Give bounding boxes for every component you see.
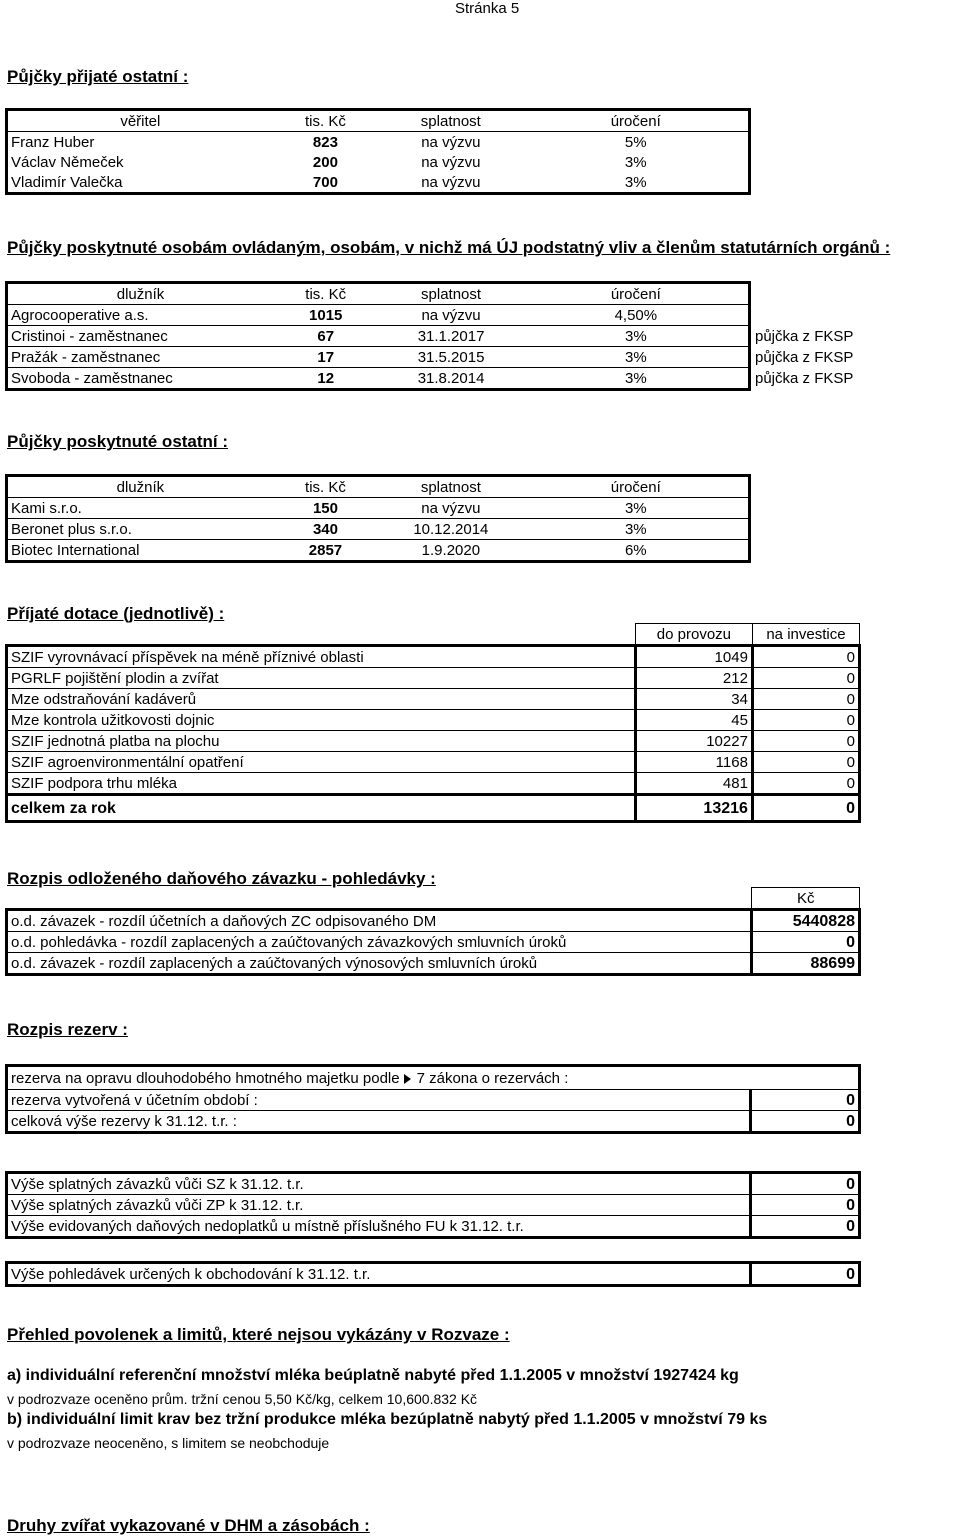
amount-cell: 200 bbox=[312, 153, 338, 171]
table-row bbox=[7, 347, 750, 368]
investment-value: 0 bbox=[752, 668, 859, 689]
subsidy-name: SZIF vyrovnávací příspěvek na méně příznivé oblasti bbox=[7, 646, 636, 668]
header-cell: na investice bbox=[752, 624, 859, 646]
creditor-cell: Franz Huber bbox=[11, 133, 95, 151]
section-title-animal-types: Druhy zvířat vykazované v DHM a zásobách : bbox=[7, 1516, 370, 1535]
receivables-value: 0 bbox=[751, 1263, 860, 1286]
deferred-tax-label: o.d. závazek - rozdíl zaplacených a zaúčtovaných výnosových smluvních úroků bbox=[7, 953, 752, 975]
maturity-cell: na výzvu bbox=[421, 133, 481, 151]
receivables-table bbox=[5, 1261, 861, 1287]
amount-cell: 340 bbox=[273, 519, 378, 540]
interest-cell: 6% bbox=[524, 540, 750, 562]
deferred-tax-table bbox=[5, 887, 861, 976]
table-row bbox=[7, 368, 750, 390]
deferred-tax-value: 5440828 bbox=[752, 910, 860, 932]
header-cell: tis. Kč bbox=[273, 283, 378, 305]
unit-header: Kč bbox=[752, 888, 860, 910]
reserve-label: celková výše rezervy k 31.12. t.r. : bbox=[7, 1111, 751, 1133]
operations-value: 481 bbox=[635, 773, 752, 795]
allowance-b-note: v podrozvaze neoceněno, s limitem se neobchoduje bbox=[7, 1435, 330, 1451]
subsidy-name: Mze kontrola užitkovosti dojnic bbox=[7, 710, 636, 731]
header-cell: věřitel bbox=[7, 110, 273, 132]
header-cell: do provozu bbox=[635, 624, 752, 646]
header-spacer bbox=[7, 624, 636, 646]
table-row bbox=[7, 1263, 860, 1286]
table-row bbox=[7, 1216, 860, 1238]
deferred-tax-label: o.d. závazek - rozdíl účetních a daňových ZC odpisovaného DM bbox=[7, 910, 752, 932]
table-row bbox=[7, 1090, 860, 1111]
investment-value: 0 bbox=[752, 773, 859, 795]
operations-value: 1168 bbox=[635, 752, 752, 773]
receivables-label: Výše pohledávek určených k obchodování k 31.12. t.r. bbox=[11, 1265, 371, 1283]
reserve-legal-line bbox=[7, 1066, 860, 1090]
section-title-loans-related-persons: Půjčky poskytnuté osobám ovládaným, osobám, v nichž má ÚJ podstatný vliv a členům statutárních orgánů : bbox=[7, 238, 891, 257]
deferred-tax-value: 0 bbox=[752, 932, 860, 953]
table-row bbox=[7, 646, 860, 668]
table-row bbox=[7, 132, 750, 153]
subsidies-table bbox=[5, 623, 861, 823]
header-cell: tis. Kč bbox=[273, 110, 378, 132]
debtor-cell: Beronet plus s.r.o. bbox=[7, 519, 273, 540]
maturity-cell: 31.1.2017 bbox=[378, 326, 523, 347]
debtor-cell: Kami s.r.o. bbox=[11, 499, 82, 517]
header-cell: úročení bbox=[524, 476, 750, 498]
table-row bbox=[7, 668, 860, 689]
header-cell: splatnost bbox=[378, 110, 523, 132]
investment-value: 0 bbox=[752, 710, 859, 731]
table-row bbox=[7, 172, 750, 194]
subsidy-name: PGRLF pojištění plodin a zvířat bbox=[7, 668, 636, 689]
operations-value: 34 bbox=[635, 689, 752, 710]
loans-related-table bbox=[5, 281, 751, 391]
section-title-reserves: Rozpis rezerv : bbox=[7, 1020, 128, 1039]
table-row bbox=[7, 773, 860, 795]
table-row bbox=[7, 152, 750, 172]
operations-value: 45 bbox=[635, 710, 752, 731]
amount-cell: 12 bbox=[273, 368, 378, 390]
investment-value: 0 bbox=[752, 752, 859, 773]
interest-cell: 4,50% bbox=[614, 306, 658, 324]
header-cell: úročení bbox=[523, 110, 749, 132]
reserve-text-a: rezerva na opravu dlouhodobého hmotného majetku podle bbox=[11, 1069, 400, 1087]
reserve-value: 0 bbox=[751, 1111, 860, 1133]
table-row bbox=[7, 1195, 860, 1216]
debtor-cell: Svoboda - zaměstnanec bbox=[7, 368, 274, 390]
table-header-row bbox=[7, 624, 860, 646]
liability-value: 0 bbox=[751, 1216, 860, 1238]
maturity-cell: 10.12.2014 bbox=[378, 519, 523, 540]
amount-cell: 1015 bbox=[309, 306, 343, 324]
table-row bbox=[7, 731, 860, 752]
section-title-subsidies: Příjaté dotace (jednotlivě) : bbox=[7, 604, 225, 623]
header-cell: splatnost bbox=[378, 283, 523, 305]
maturity-cell: na výzvu bbox=[421, 153, 481, 171]
liability-label: Výše splatných závazků vůči ZP k 31.12. t.r. bbox=[7, 1195, 751, 1216]
deferred-tax-label: o.d. pohledávka - rozdíl zaplacených a zaúčtovaných závazkových smluvních úroků bbox=[7, 932, 752, 953]
reserves-table bbox=[5, 1064, 861, 1134]
header-cell: dlužník bbox=[7, 283, 274, 305]
interest-cell: 3% bbox=[524, 368, 750, 390]
section-title-loans-other: Půjčky poskytnuté ostatní : bbox=[7, 432, 229, 451]
amount-cell: 700 bbox=[312, 173, 338, 191]
operations-value: 212 bbox=[635, 668, 752, 689]
table-row bbox=[7, 498, 750, 519]
debtor-cell: Pražák - zaměstnanec bbox=[7, 347, 274, 368]
table-header-row bbox=[7, 476, 750, 498]
interest-cell: 3% bbox=[524, 519, 750, 540]
table-row bbox=[7, 953, 860, 975]
loan-note: půjčka z FKSP bbox=[755, 349, 854, 366]
section-title-deferred-tax: Rozpis odloženého daňového závazku - pohledávky : bbox=[7, 869, 436, 888]
amount-cell: 823 bbox=[312, 133, 338, 151]
creditor-cell: Vladimír Valečka bbox=[11, 173, 123, 191]
liabilities-table bbox=[5, 1171, 861, 1239]
amount-cell: 67 bbox=[273, 326, 378, 347]
table-row bbox=[7, 932, 860, 953]
maturity-cell: 31.8.2014 bbox=[378, 368, 523, 390]
table-row bbox=[7, 1066, 860, 1090]
table-row bbox=[7, 752, 860, 773]
triangle-marker-icon bbox=[404, 1074, 411, 1084]
deferred-tax-value: 88699 bbox=[752, 953, 860, 975]
investment-value: 0 bbox=[752, 731, 859, 752]
maturity-cell: na výzvu bbox=[421, 173, 481, 191]
operations-value: 10227 bbox=[635, 731, 752, 752]
interest-cell: 3% bbox=[524, 347, 750, 368]
maturity-cell: na výzvu bbox=[421, 306, 481, 324]
section-title-loans-received: Půjčky přijaté ostatní : bbox=[7, 67, 189, 86]
debtor-cell: Biotec International bbox=[7, 540, 273, 562]
allowance-a-note: v podrozvaze oceněno prům. tržní cenou 5,50 Kč/kg, celkem 10,600.832 Kč bbox=[7, 1391, 478, 1407]
header-cell: splatnost bbox=[378, 476, 523, 498]
allowance-a: a) individuální referenční množství mléka beúplatně nabyté před 1.1.2005 v množství 1927424 kg bbox=[7, 1367, 739, 1384]
total-operations: 13216 bbox=[635, 795, 752, 822]
table-row bbox=[7, 910, 860, 932]
subsidy-name: Mze odstraňování kadáverů bbox=[7, 689, 636, 710]
header-cell: tis. Kč bbox=[273, 476, 378, 498]
investment-value: 0 bbox=[752, 646, 859, 668]
interest-cell: 3% bbox=[524, 326, 750, 347]
table-row bbox=[7, 326, 750, 347]
debtor-cell: Agrocooperative a.s. bbox=[11, 306, 149, 324]
subsidy-name: SZIF agroenvironmentální opatření bbox=[7, 752, 636, 773]
table-row bbox=[7, 519, 750, 540]
interest-cell: 5% bbox=[624, 133, 647, 151]
header-spacer bbox=[7, 888, 752, 910]
subsidy-name: SZIF jednotná platba na plochu bbox=[7, 731, 636, 752]
header-cell: úročení bbox=[524, 283, 750, 305]
loan-note: půjčka z FKSP bbox=[755, 328, 854, 345]
header-cell: dlužník bbox=[7, 476, 273, 498]
loan-note: půjčka z FKSP bbox=[755, 370, 854, 387]
subsidy-name: SZIF podpora trhu mléka bbox=[7, 773, 636, 795]
table-row bbox=[7, 689, 860, 710]
interest-cell: 3% bbox=[624, 173, 647, 191]
reserve-label: rezerva vytvořená v účetním období : bbox=[7, 1090, 751, 1111]
liability-label: Výše splatných závazků vůči SZ k 31.12. t.r. bbox=[11, 1175, 304, 1193]
investment-value: 0 bbox=[752, 689, 859, 710]
maturity-cell: 31.5.2015 bbox=[378, 347, 523, 368]
page-number: Stránka 5 bbox=[455, 0, 520, 17]
table-row bbox=[7, 540, 750, 562]
amount-cell: 17 bbox=[273, 347, 378, 368]
total-row bbox=[7, 795, 860, 822]
liability-label: Výše evidovaných daňových nedoplatků u místně příslušného FU k 31.12. t.r. bbox=[7, 1216, 751, 1238]
amount-cell: 150 bbox=[312, 499, 338, 517]
liability-value: 0 bbox=[751, 1195, 860, 1216]
interest-cell: 3% bbox=[624, 153, 647, 171]
operations-value: 1049 bbox=[635, 646, 752, 668]
maturity-cell: na výzvu bbox=[421, 499, 481, 517]
interest-cell: 3% bbox=[624, 499, 647, 517]
table-row bbox=[7, 305, 750, 326]
section-title-allowances: Přehled povolenek a limitů, které nejsou vykázány v Rozvaze : bbox=[7, 1325, 510, 1344]
amount-cell: 2857 bbox=[273, 540, 378, 562]
reserve-value: 0 bbox=[751, 1090, 860, 1111]
total-label: celkem za rok bbox=[7, 795, 636, 822]
table-row bbox=[7, 1173, 860, 1195]
reserve-text-b: 7 zákona o rezervách : bbox=[416, 1069, 569, 1087]
table-row bbox=[7, 710, 860, 731]
table-header-row bbox=[7, 283, 750, 305]
debtor-cell: Cristinoi - zaměstnanec bbox=[7, 326, 274, 347]
maturity-cell: 1.9.2020 bbox=[378, 540, 523, 562]
creditor-cell: Václav Němeček bbox=[11, 153, 124, 171]
table-row bbox=[7, 1111, 860, 1133]
table-header-row bbox=[7, 110, 750, 132]
table-header-row bbox=[7, 888, 860, 910]
allowance-b: b) individuální limit krav bez tržní produkce mléka bezúplatně nabytý před 1.1.2005 v množství 79 ks bbox=[7, 1411, 768, 1428]
liability-value: 0 bbox=[751, 1173, 860, 1195]
loans-other-table bbox=[5, 474, 751, 563]
total-investment: 0 bbox=[752, 795, 859, 822]
loans-received-table bbox=[5, 108, 751, 195]
